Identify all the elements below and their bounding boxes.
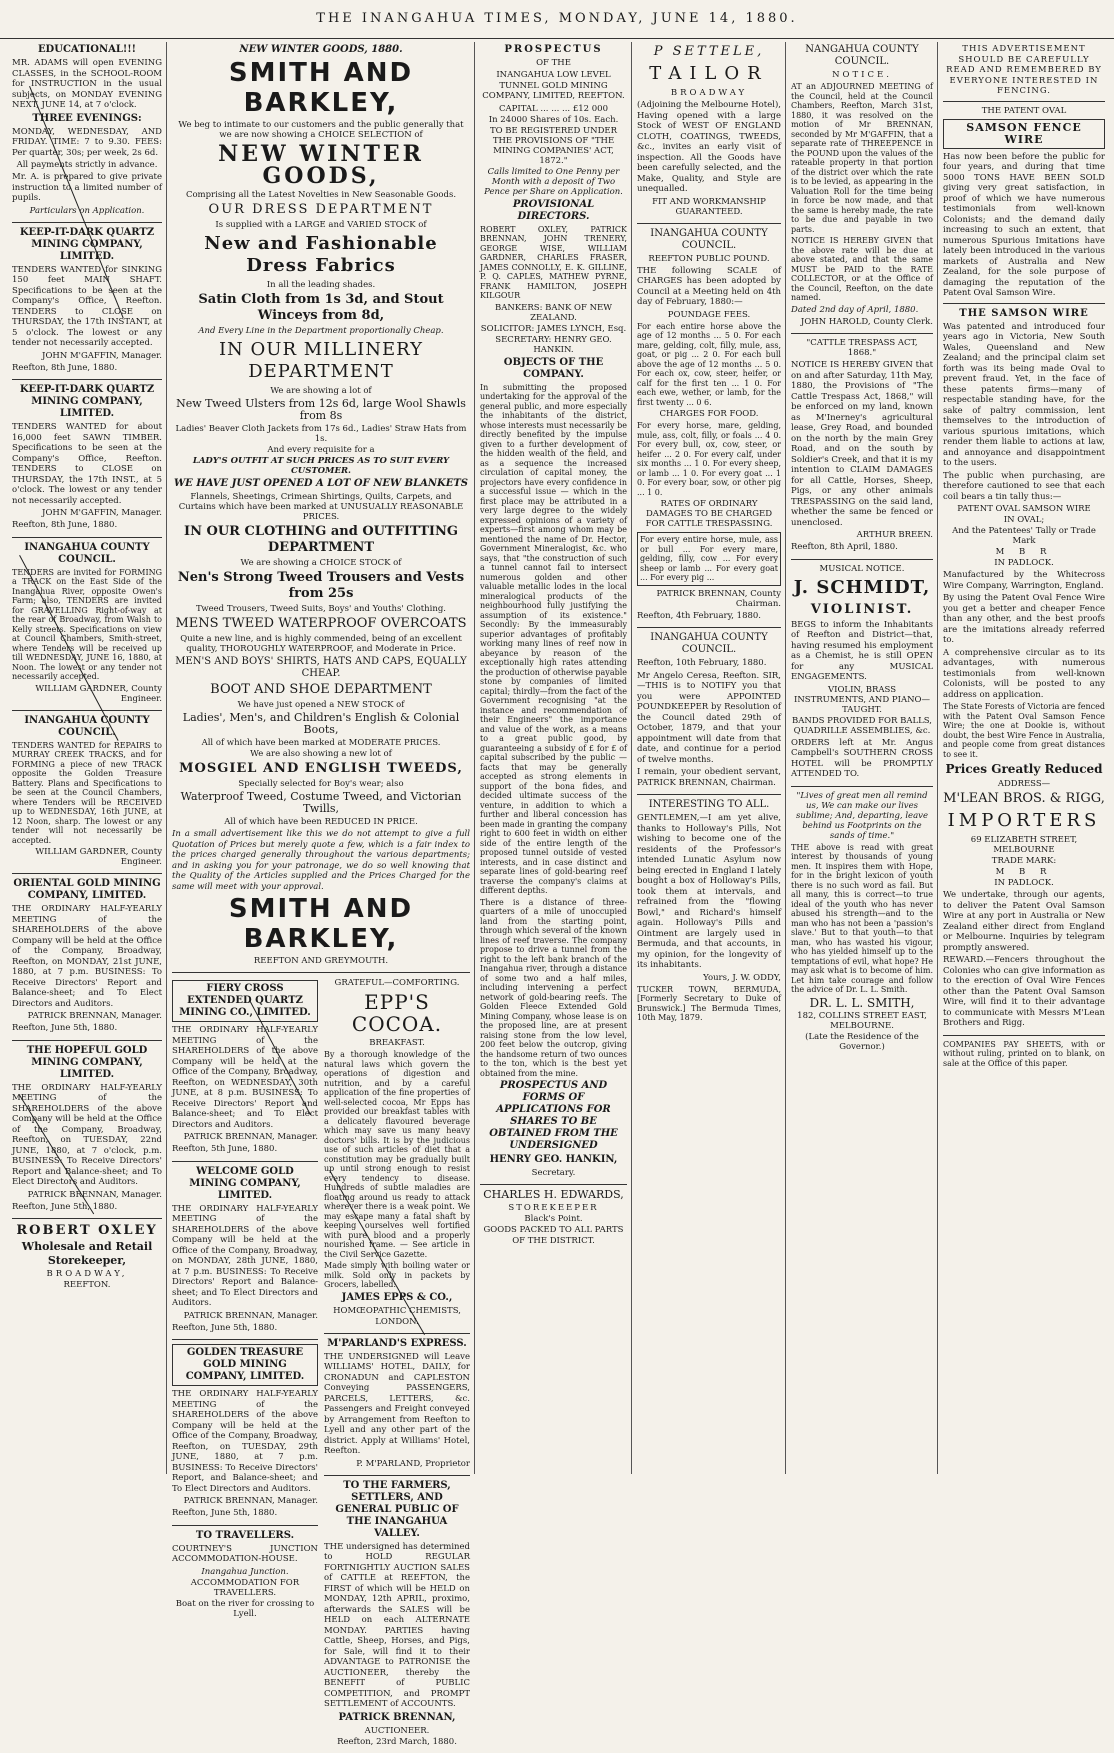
ad-title: INANGAHUA COUNTY COUNCIL. bbox=[24, 541, 150, 565]
ad-subtitle: RATES OF ORDINARY DAMAGES TO BE CHARGED FOR CATTLE TRESPASSING. bbox=[645, 499, 773, 529]
ad-text: AUCTIONEER. bbox=[364, 1725, 430, 1736]
ad-date: Reefton, June 5th, 1880. bbox=[12, 1023, 118, 1033]
ad-signature: DR. L. L. SMITH, bbox=[809, 995, 915, 1010]
keep-it-dark-ad-1 bbox=[12, 227, 162, 374]
ad-body: Manufactured by the Whitecross Wire Company, Warrington, England. bbox=[943, 570, 1105, 591]
ad-text: Is supplied with a LARGE and VARIED STOCK of bbox=[215, 220, 427, 230]
column-4 bbox=[633, 42, 785, 1474]
ad-text: SECRETARY: HENRY GEO. HANKIN. bbox=[495, 334, 612, 355]
ad-subtitle: OBJECTS OF THE COMPANY. bbox=[503, 356, 604, 380]
ad-title: FIERY CROSS EXTENDED QUARTZ MINING CO., LIMITED. bbox=[172, 980, 318, 1022]
ad-signature: HENRY GEO. HANKIN, bbox=[489, 1154, 618, 1165]
ad-headline: NEW WINTER GOODS, bbox=[218, 141, 424, 189]
ad-text: REEFTON PUBLIC POUND. bbox=[648, 253, 770, 264]
ad-text: Comprising all the Latest Novelties in New Seasonable Goods. bbox=[185, 190, 457, 200]
poundkeeper-ad bbox=[637, 632, 781, 788]
ad-body: By using the Patent Oval Fence Wire you get a better and cheaper Fence than any other, and the best proofs are the imitations already referred to. bbox=[943, 593, 1105, 645]
column-2-right bbox=[324, 977, 470, 1753]
ad-headline: New and Fashionable Dress Fabrics bbox=[204, 233, 438, 276]
ad-title: CHARLES H. EDWARDS, bbox=[483, 1188, 624, 1201]
ad-text: And Every Line in the Department proportionally Cheap. bbox=[198, 326, 444, 336]
ad-text: LONDON. bbox=[375, 1316, 419, 1327]
edwards-ad bbox=[480, 1189, 627, 1246]
ad-signature: PATRICK BRENNAN, County Chairman. bbox=[656, 588, 781, 609]
county-council-ad-1 bbox=[12, 542, 162, 704]
ad-body: THE ORDINARY HALF-YEARLY MEETING of the SHAREHOLDERS of the above Company will be held at the Office of the Company, Broadway, on MONDAY, 28th JUNE, 1880, at 7 p.m. BUSINESS: To Receive Directors' Report and Balance-sheet; and To Elect Directors and Auditors. bbox=[172, 1203, 318, 1308]
ad-text: In 24000 Shares of 10s. Each. bbox=[488, 114, 619, 125]
ad-body: THE following SCALE of CHARGES has been adopted by Council at a Meeting held on 4th day of February, 1880:— bbox=[637, 265, 781, 307]
ad-date: Reefton, June 5th, 1880. bbox=[172, 1322, 278, 1333]
ad-text: OF THE DISTRICT. bbox=[512, 1236, 595, 1246]
ad-signature: P. M'PARLAND, Proprietor bbox=[356, 1458, 470, 1469]
ad-text: Ladies' Beaver Cloth Jackets from 17s 6d., Ladies' Straw Hats from 1s. bbox=[175, 424, 467, 444]
ad-body: (Adjoining the Melbourne Hotel), Having opened with a large Stock of WEST OF ENGLAND CLOTH, COATINGS, TWEEDS, &c., invites an early visit of inspection. All the Goods have been carefully selected, and the Make, Quality, and Style are unequalled. bbox=[637, 100, 781, 194]
ad-text: Quite a new line, and is highly commended, being of an excellent quality, THOROUGHLY WATERPROOF, and Moderate in Price. bbox=[180, 634, 462, 654]
ad-text: In a small advertisement like this we do not attempt to give a full Quotation of Prices but merely quote a few, which is a fair index to the prices charged generally throughout the various departments; and in asking you for your patronage, we do so well knowing that the Quality of the Articles supplied and the Prices Charged for the same will meet with your approval. bbox=[172, 829, 470, 892]
ad-headline: OUR DRESS DEPARTMENT bbox=[208, 202, 434, 217]
ad-text: IN PADLOCK. bbox=[994, 558, 1054, 568]
ad-body: We undertake, through our agents, to deliver the Patent Oval Samson Wire at any port in Australia or New Zealand either direct from England or Melbourne. Inquiries by telegram promptly answered. bbox=[943, 890, 1105, 953]
ad-text: FIT AND WORKMANSHIP GUARANTEED. bbox=[652, 196, 766, 217]
ad-title: WELCOME GOLD MINING COMPANY, LIMITED. bbox=[189, 1165, 301, 1201]
ad-headline: M'LEAN BROS. & RIGG, bbox=[943, 791, 1105, 806]
ad-text: TUCKER TOWN, BERMUDA, [Formerly Secretary to Duke of Brunswick.] The Bermuda Times, 10th May, 1879. bbox=[637, 984, 781, 1022]
firm-name: SMITH AND BARKLEY, bbox=[228, 58, 414, 118]
farmers-ad bbox=[324, 1480, 470, 1747]
ad-title: INTERESTING TO ALL. bbox=[648, 799, 770, 810]
pay-sheets-ad bbox=[943, 1040, 1105, 1069]
ad-body: Was patented and introduced four years ago in Victoria, New South Wales, Queensland and New Zealand; and the principal claim set forth was its being made Oval to prevent fraud. Yet, in the face of these patents firms—many of respectable standing have, for the sake of paltry commission, lent themselves to the introduction of various spurious imitations, which render them liable to actions at law, and annoyance and disappointment to the users. bbox=[943, 321, 1105, 468]
ad-signature: PATRICK BRENNAN, Manager. bbox=[183, 1132, 318, 1142]
ad-text: (Late the Residence of the Governor.) bbox=[805, 1031, 919, 1052]
ad-body: NOTICE IS HEREBY GIVEN that on and after Saturday, 11th May, 1880, the Provisions of "The Cattle Trespass Act, 1868," will be enforced on my land, known as M'Inerney's agricultural lease, Grey Road, and bounded on the north by the main Grey Road, and on the south by Soldier's Creek, and that it is my intention to CLAIM DAMAGES for all Cattle, Horses, Sheep, Pigs, or any other animals TRESPASSING on the said land, whether the same be fenced or unenclosed. bbox=[791, 360, 933, 528]
prospectus-ad bbox=[480, 44, 627, 1178]
ad-text: SOLICITOR: JAMES LYNCH, Esq. bbox=[480, 323, 627, 334]
column-3 bbox=[476, 42, 631, 1474]
ad-title: EDUCATIONAL!!! bbox=[37, 44, 137, 55]
ad-body: ORDERS left at Mr. Angus Campbell's SOUTHERN CROSS HOTEL will be PROMPTLY ATTENDED TO. bbox=[791, 737, 933, 779]
ad-body: In submitting the proposed undertaking for the approval of the general public, and more especially the inhabitants of the district, whose interests must necessarily be directly benefited by the impulse given to a further development of the hidden wealth of the field, and as a sequence the increased circulation of capital money, the projectors have every confidence in a successful issue — which in the first place may be attributed in a very large degree to the widely expressed opinions of a variety of experts—first among whom may be mentioned the name of Dr. Hector, Government Mineralogist, &c. who says, that "the construction of such a tunnel cannot fail to intersect numerous golden and other valuable metallic lodes in the local mineralogical products of the neighbourhood fully justifying the assumption of its existence." Secondly: By the immeasurably superior advantages of profitably working many lines of reef now in abeyance by reason of the exceptionally high rates attending the production of otherwise payable stone by companies of limited capital; thirdly—from the fact of the Government recognising "at the instance and recommendation of their Engineers" the importance and value of the work, as a means to a great public good, by guaranteeing a subsidy of £ for £ of capital subscribed by the public — facts that may be generally accepted as strong elements in support of the bona fides, and decided ultimate success of the venture, in addition to which a further and liberal concession has been made in granting the company right to 600 feet in width on either side of the entire length of the proposed tunnel outside of vested interests, and in case distinct and separate lines of gold-bearing reef traverse the company's claims at different depths. bbox=[480, 382, 627, 895]
ad-title: P SETTELE, bbox=[653, 44, 765, 59]
ad-title: M'PARLAND'S EXPRESS. bbox=[327, 1337, 467, 1349]
smith-barkley-ad bbox=[172, 44, 470, 966]
educational-ad bbox=[12, 44, 162, 216]
ad-text: PATENT OVAL SAMSON WIRE bbox=[957, 504, 1091, 514]
ad-title: GOLDEN TREASURE GOLD MINING COMPANY, LIMITED. bbox=[172, 1344, 318, 1386]
ad-text: TO BE REGISTERED UNDER THE PROVISIONS OF "THE MINING COMPANIES' ACT, 1872." bbox=[489, 125, 618, 166]
column-rule bbox=[474, 42, 475, 1474]
ad-text: TRADE MARK: bbox=[991, 856, 1057, 866]
ad-title: PROSPECTUS bbox=[504, 44, 603, 55]
settele-ad bbox=[637, 44, 781, 217]
column-5 bbox=[787, 42, 937, 1474]
ad-subtitle: Storekeeper, bbox=[47, 1254, 127, 1267]
oriental-ad bbox=[12, 878, 162, 1034]
ad-date: Reefton, 8th April, 1880. bbox=[791, 542, 898, 552]
ad-title: TO TRAVELLERS. bbox=[195, 1529, 295, 1541]
ad-body: THE above is read with great interest by thousands of young men. It inspires them with Hope, for in the bright lexicon of youth there is no such word as fail. But all many, this is correct—to true ideal of the youth who has never abused his strength—and to the man who has not been a 'passion's slave.' But to that youth—to that man, who has wasted his vigour, who has yielded himself up to the temptations of evil, what hope? He may ask what is to become of him. Let him take courage and follow the advice of Dr. L. L. Smith. bbox=[791, 842, 933, 994]
ad-headline: VIOLINIST. bbox=[810, 601, 914, 617]
ad-headline: INANGAHUA LOW LEVEL TUNNEL GOLD MINING COMPANY, LIMITED, REEFTON. bbox=[482, 70, 625, 101]
ad-headline: TAILOR bbox=[649, 63, 769, 84]
ad-text: Flannels, Sheetings, Crimean Shirtings, Quilts, Carpets, and Curtains which have been marked at UNUSUALLY REASONABLE PRICES. bbox=[178, 492, 464, 522]
ad-body: THE undersigned has determined to HOLD REGULAR FORTNIGHTLY AUCTION SALES of CATTLE at REEFTON, the FIRST of which will be HELD on MONDAY, 12th APRIL, proximo, afterwards the SALES will be HELD on each ALTERNATE MONDAY. PARTIES having Cattle, Sheep, Horses, and Pigs, for Sale, will find it to their ADVANTAGE to PATRONISE the AUCTIONEER, thereby the BENEFIT of PUBLIC COMPETITION, and PROMPT SETTLEMENT of ACCOUNTS. bbox=[324, 1541, 470, 1709]
ad-title: ROBERT OXLEY bbox=[16, 1223, 158, 1238]
ad-title: THE HOPEFUL GOLD MINING COMPANY, LIMITED. bbox=[26, 1044, 148, 1080]
ad-headline: Ladies', Men's, and Children's English & Colonial Boots, bbox=[182, 711, 460, 736]
ad-text: HOMŒOPATHIC CHEMISTS, bbox=[333, 1305, 461, 1316]
ad-signature: PATRICK BRENNAN, bbox=[338, 1711, 456, 1723]
ad-body: TENDERS WANTED for about 16,000 feet SAWN TIMBER. Specifications to be seen at the Company's Office, Reefton. TENDERS to CLOSE on THURSDAY, the 17th INST., at 5 o'clock. The lowest or any tender not necessarily accepted. bbox=[12, 422, 162, 506]
ad-text: We are showing a lot of bbox=[270, 386, 372, 396]
ad-body: MONDAY, WEDNESDAY, AND FRIDAY. TIME: 7 to 9.30. FEES: Per quarter, 30s; per week, 2s 6d. bbox=[12, 126, 162, 158]
ad-text: We have just opened a NEW STOCK of bbox=[237, 700, 405, 710]
ad-body: GENTLEMEN,—I am yet alive, thanks to Holloway's Pills, Not wishing to become one of the residents of the Professor's intended Lunatic Asylum now being erected in England I lately bought a box of Holloway's Pills, took them at intervals, and refrained from the "flowing Bowl," and Richard's himself again. Holloway's Pills and Ointment are largely used in Bermuda, and that accounts, in my opinion, for the longevity of its inhabitants. bbox=[637, 813, 781, 970]
musical-ad bbox=[791, 564, 933, 780]
mparland-ad bbox=[324, 1338, 470, 1469]
column-2 bbox=[168, 42, 474, 1747]
ad-text: GRATEFUL—COMFORTING. bbox=[334, 978, 460, 988]
column-6 bbox=[939, 42, 1109, 1474]
hopeful-ad bbox=[12, 1045, 162, 1213]
ad-title: ORIENTAL GOLD MINING COMPANY, LIMITED. bbox=[13, 878, 161, 901]
ad-date: Dated 2nd day of April, 1880. bbox=[791, 304, 919, 315]
ad-headline: Waterproof Tweed, Costume Tweed, and Victorian Twills, bbox=[180, 790, 462, 815]
ad-text: We are also showing a new lot of bbox=[250, 749, 392, 759]
ad-title: INANGAHUA COUNTY COUNCIL. bbox=[650, 227, 768, 251]
ad-note: All payments strictly in advance. bbox=[16, 160, 158, 170]
ad-title: INANGAHUA COUNTY COUNCIL. bbox=[650, 632, 768, 655]
ad-headline: WE HAVE JUST OPENED A LOT OF NEW BLANKETS bbox=[173, 478, 469, 489]
ad-text: 182, COLLINS STREET EAST, MELBOURNE. bbox=[797, 1010, 927, 1031]
ad-signature: WILLIAM GARDNER, County Engineer. bbox=[35, 847, 162, 867]
ad-text: And the Patentees' Tally or Trade Mark bbox=[952, 526, 1096, 546]
ad-text: Specially selected for Boy's wear; also bbox=[238, 779, 404, 789]
ad-text: BANDS PROVIDED FOR BALLS, QUADRILLE ASSEMBLIES, &c. bbox=[792, 715, 932, 736]
ad-text: LADY'S OUTFIT AT SUCH PRICES AS TO SUIT EVERY CUSTOMER. bbox=[192, 456, 450, 476]
ad-title: JAMES EPPS & CO., bbox=[341, 1291, 453, 1303]
ad-body: For every horse, mare, gelding, mule, ass, colt, filly, or foals ... 4 0. For every bull, ox, cow, steer, or heifer ... 2 0. For every calf, under six months ... 1 0. For every sheep, or lamb ... 1 0. For every goat ... 1 0. For every boar, sow, or other pig ... 1 0. bbox=[637, 421, 781, 497]
ad-signature: PATRICK BRENNAN, Manager. bbox=[27, 1189, 162, 1200]
ad-headline: SAMSON FENCE WIRE bbox=[943, 119, 1105, 149]
ad-text: IN OVAL; bbox=[1003, 515, 1045, 525]
ad-body: AT an ADJOURNED MEETING of the Council, held at the Council Chambers, Reefton, March 31st, 1880, it was resolved on the motion of Mr BRENNAN, seconded by Mr M'GAFFIN, that a separate rate of THREEPENCE in the POUND upon the values of the rateable property in that portion of the district over which the rate is to be levied, as appearing in the Valuation Roll for the time being in force be now made, and that the same is hereby made, the rate to be due and payable in two parts. bbox=[791, 82, 933, 234]
ad-quote: "Lives of great men all remind us, We can make our lives sublime; And, departing, leave behind us Footprints on the sands of time." bbox=[796, 790, 928, 841]
ad-body: THE ORDINARY HALF-YEARLY MEETING of the SHAREHOLDERS of the above Company will be held at the Office of the Company, Broadway, Reefton, on WEDNESDAY, 30th JUNE, at 8 p.m. BUSINESS: To Receive Directors' Report and Balance-sheet; and To Elect Directors and Auditors. bbox=[172, 1025, 318, 1130]
ad-text: All of which have been marked at MODERATE PRICES. bbox=[201, 738, 441, 748]
ad-text: IN PADLOCK. bbox=[994, 878, 1054, 888]
ad-title: NEW WINTER GOODS, 1880. bbox=[239, 44, 403, 55]
column-2-lower bbox=[172, 977, 470, 1753]
ad-body: TENDERS are invited for FORMING a TRACK on the East Side of the Inangahua River, opposite Owen's Farm; also, TENDERS are invited for GRAVELLING Right-of-way at the rear of Broadway, from Walsh to Kelly streets. Specifications on view at Council Chambers, Smith-street, where Tenders will be received up till WEDNESDAY, JUNE 16, 1880, at Noon. The lowest or any tender not necessarily accepted. bbox=[12, 567, 162, 681]
ad-text: THE PATENT OVAL bbox=[981, 105, 1067, 116]
ad-text: OF THE bbox=[536, 58, 571, 68]
ad-date: Reefton, 8th June, 1880. bbox=[12, 520, 118, 530]
ad-body: The State Forests of Victoria are fenced with the Patent Oval Samson Fence Wire; the one at Dookie is, without doubt, the best Wire Fence in Australia, and people come from great distances to see it. bbox=[943, 702, 1105, 759]
ad-date: Reefton, 10th February, 1880. bbox=[637, 658, 767, 668]
ad-text: Secretary. bbox=[531, 1168, 576, 1178]
ad-signature: WILLIAM GARDNER, County Engineer. bbox=[35, 683, 162, 704]
ad-body: TENDERS WANTED for SINKING 150 feet MAIN SHAFT. Specifications to be seen at the Company's Office, Reefton. TENDERS to CLOSE on THURSDAY, the 17th INSTANT, at 5 o'clock. The lowest or any tender not necessarily accepted. bbox=[12, 264, 162, 348]
ad-text: Inangahua Junction. bbox=[201, 1566, 289, 1577]
ad-body: For each entire horse above the age of 12 months ... 5 0. For each mare, gelding, colt, filly, mule, ass, goat, or pig ... 2 0. For each bull above the age of 12 months ... 5 0. For each ox, cow, steer, heifer, or calf for the first ten ... 1 0. For each ewe, wether, or lamb, for the first twenty ... 0 6. bbox=[637, 321, 781, 407]
damages-table: For every entire horse, mule, ass or bull ... For every mare, gelding, filly, cow ... For every sheep or lamb ... For every goat ... For every pig ... bbox=[637, 532, 781, 586]
ad-signature: JOHN HAROLD, County Clerk. bbox=[800, 317, 933, 327]
ad-signature: JOHN M'GAFFIN, Manager. bbox=[42, 350, 162, 361]
ad-text: VIOLIN, BRASS INSTRUMENTS, AND PIANO—TAUGHT. bbox=[793, 684, 930, 715]
ad-title: THIS ADVERTISEMENT SHOULD BE CAREFULLY READ AND REMEMBERED BY EVERYONE INTERESTED IN FENCING. bbox=[946, 44, 1102, 96]
ad-date: Reefton, 5th June, 1880. bbox=[172, 1144, 278, 1154]
ad-title: "CATTLE TRESPASS ACT, 1868." bbox=[806, 338, 918, 358]
ad-text: We are showing a CHOICE STOCK of bbox=[240, 558, 402, 568]
ad-text: BANKERS: BANK OF NEW ZEALAND. bbox=[495, 302, 612, 323]
ad-signature: ARTHUR BREEN. bbox=[856, 530, 933, 540]
ad-body: Mr. A. is prepared to give private instruction to a limited number of pupils. bbox=[12, 172, 162, 203]
column-rule bbox=[937, 42, 938, 1474]
travellers-ad bbox=[172, 1530, 318, 1619]
ad-text: BROADWAY bbox=[670, 88, 748, 98]
ad-body: There is a distance of three-quarters of a mile of unoccupied land from the starting point, through which several of the known lines of reef traverse. The company propose to drive a tunnel from the right to the left bank branch of the Inangahua river, through a distance of some two and a half miles, including intervening a perfect network of gold-bearing reefs. The Golden Fleece Extended Gold Mining Company, whose lease is on the proposed line, are at present raising stone from the low level, 200 feet below the outcrop, giving the handsome return of two ounces to the ton, which is the best yet obtained from the mine. bbox=[480, 897, 627, 1078]
ad-body: Has now been before the public for four years, and during that time 5000 TONS HAVE BEEN SOLD giving very great satisfaction, in proof of which we have numerous testimonials from well-known Colonists; and the demand daily increasing to such an extent, that numerous Spurious Imitations have lately been introduced in the various markets of Australia and New Zealand, for the sole purpose of damaging the reputation of the Patent Oval Samson Wire. bbox=[943, 151, 1105, 298]
ad-subtitle: Wholesale and Retail bbox=[21, 1240, 153, 1253]
ad-text: Tweed Trousers, Tweed Suits, Boys' and Youths' Clothing. bbox=[195, 604, 446, 614]
ad-subtitle: THE SAMSON WIRE bbox=[959, 307, 1089, 319]
ad-body: REWARD.—Fencers throughout the Colonies who can give information as to the erection of Oval Wire Fences other than the Patent Oval Samson Wire, will find it to their advantage to communicate with Messrs M'Lean Brothers and Rigg. bbox=[943, 955, 1105, 1028]
ad-headline: IN OUR CLOTHING and OUTFITTING DEPARTMENT bbox=[184, 524, 458, 555]
ad-subtitle: THREE EVENINGS: bbox=[32, 112, 142, 124]
ad-title: TO THE FARMERS, SETTLERS, AND GENERAL PUBLIC OF THE INANGAHUA VALLEY. bbox=[335, 1479, 459, 1539]
interesting-ad bbox=[637, 799, 781, 1023]
ad-headline: MOSGIEL AND ENGLISH TWEEDS, bbox=[179, 761, 463, 776]
ad-date: Reefton, 8th June, 1880. bbox=[12, 362, 118, 373]
ad-body: THE UNDERSIGNED will Leave WILLIAMS' HOTEL, DAILY, for CRONADUN and CAPLESTON Conveying PASSENGERS, PARCELS, LETTERS, &c. Passengers and Freight conveyed by Arrangement from Reefton to Lyell and any other part of the district. Apply at Williams' Hotel, Reefton. bbox=[324, 1351, 470, 1456]
ad-headline: BOOT AND SHOE DEPARTMENT bbox=[210, 682, 432, 697]
ad-text: Black's Point. bbox=[524, 1214, 583, 1224]
ad-subtitle: CHARGES FOR FOOD. bbox=[659, 409, 759, 419]
ad-body: NOTICE IS HEREBY GIVEN that the above rate will be due at above stated, and that the same MUST be PAID to the RATE COLLECTOR, or at the Office of the Council, Reefton, on the date named. bbox=[791, 236, 933, 302]
ad-body: COURTNEY'S JUNCTION ACCOMMODATION-HOUSE. bbox=[172, 1543, 318, 1564]
ad-text: ACCOMMODATION FOR TRAVELLERS. bbox=[190, 1577, 300, 1598]
smith-medical-ad bbox=[791, 791, 933, 1052]
ad-body: COMPANIES PAY SHEETS, with or without ruling, printed on to blank, on sale at the Office of this paper. bbox=[943, 1039, 1105, 1068]
ad-town: REEFTON. bbox=[63, 1280, 111, 1290]
ad-signature: Yours, J. W. ODDY, bbox=[703, 972, 781, 983]
ad-text: GOODS PACKED TO ALL PARTS bbox=[483, 1225, 624, 1235]
ad-body: TENDERS WANTED for REPAIRS to MURRAY CREEK TRACKS, and for FORMING a piece of new TRACK opposite the Golden Treasure Battery. Plans and Specifications to be seen at the Council Chambers, where Tenders will be RECEIVED up to WEDNESDAY, 16th JUNE, at 12 Noon, sharp. The lowest or any tender will not necessarily be accepted. bbox=[12, 740, 162, 845]
ad-headline: New Tweed Ulsters from 12s 6d, large Wool Shawls from 8s bbox=[176, 397, 466, 422]
ad-subtitle: PROSPECTUS AND FORMS OF APPLICATIONS FOR SHARES TO BE OBTAINED FROM THE UNDERSIGNED bbox=[489, 1080, 618, 1151]
keep-it-dark-ad-2 bbox=[12, 384, 162, 531]
ad-title: INANGAHUA COUNTY COUNCIL. bbox=[24, 714, 150, 738]
ad-body: THE ORDINARY HALF-YEARLY MEETING of the SHAREHOLDERS of the above Company will be held at the Office of the Company, Broadway, Reefton, on TUESDAY, 22nd JUNE, 1880, at 7 o'clock, p.m. BUSINESS: To Receive Directors' Report and Balance-sheet; and To Elect Directors and Auditors. bbox=[12, 1082, 162, 1187]
ad-signature: I remain, your obedient servant, PATRICK BRENNAN, Chairman. bbox=[637, 767, 781, 788]
ad-body: Made simply with boiling water or milk. Sold only in packets by Grocers, labelled: bbox=[324, 1261, 470, 1289]
column-rule bbox=[785, 42, 786, 1474]
masthead: THE INANGAHUA TIMES, MONDAY, JUNE 14, 1880. bbox=[0, 0, 1114, 39]
ad-date: Reefton, 4th February, 1880. bbox=[637, 610, 762, 621]
ad-headline: MENS TWEED WATERPROOF OVERCOATS bbox=[175, 616, 467, 631]
ad-signature: PATRICK BRENNAN, Manager. bbox=[183, 1310, 318, 1321]
ad-signature: PATRICK BRENNAN, Manager. bbox=[183, 1496, 318, 1506]
ad-headline: IN OUR MILLINERY DEPARTMENT bbox=[218, 339, 424, 382]
ad-date: Reefton, June 5th, 1880. bbox=[172, 1508, 278, 1518]
ad-subtitle: PROVISIONAL DIRECTORS. bbox=[512, 198, 595, 222]
ad-title: KEEP-IT-DARK QUARTZ MINING COMPANY, LIMITED. bbox=[19, 226, 155, 262]
welcome-ad bbox=[172, 1166, 318, 1334]
ad-body: THE ORDINARY HALF-YEARLY MEETING of the SHAREHOLDERS of the above Company will be held at the Office of the Company, Broadway, Reefton, on MONDAY, 21st JUNE, 1880, at 7 p.m. BUSINESS: To Receive Directors' Report and Balance-sheet; and To Elect Directors and Auditors. bbox=[12, 904, 162, 1009]
trade-mark: M B R bbox=[995, 867, 1053, 877]
samson-wire-ad bbox=[943, 44, 1105, 1029]
ad-note: Particulars on Application. bbox=[29, 205, 145, 216]
ad-headline: EPP'S COCOA. bbox=[351, 990, 443, 1036]
ad-text: Calls limited to One Penny per Month with a deposit of Two Pence per Share on Application. bbox=[484, 166, 623, 197]
ad-body: Mr Angelo Ceresa, Reefton. SIR,—THIS is to NOTIFY you that you were APPOINTED POUNDKEEPER by Resolution of the Council dated 29th of October, 1879, and that your appointment will date from that date, and continue for a period of twelve months. bbox=[637, 670, 781, 765]
county-council-ad-2 bbox=[12, 715, 162, 868]
ad-text: 69 ELIZABETH STREET, MELBOURNE bbox=[970, 835, 1078, 855]
ad-headline: MEN'S AND BOYS' SHIRTS, HATS AND CAPS, EQUALLY CHEAP. bbox=[175, 656, 467, 679]
ad-title: KEEP-IT-DARK QUARTZ MINING COMPANY, LIMITED. bbox=[19, 384, 155, 419]
ad-headline: Nen's Strong Tweed Trousers and Vests from 25s bbox=[177, 570, 465, 601]
ad-text: Boat on the river for crossing to Lyell. bbox=[175, 1598, 315, 1619]
ad-signature: JOHN M'GAFFIN, Manager. bbox=[42, 508, 162, 518]
ad-date: Reefton, June 5th, 1880. bbox=[12, 1201, 118, 1212]
ad-body: THE ORDINARY HALF-YEARLY MEETING of the SHAREHOLDERS of the above Company will be held at the Office of the Company, Broadway, Reefton, on TUESDAY, 29th JUNE, 1880, at 7 p.m. BUSINESS: To Receive Directors' Report, and Balance-sheet; and To Elect Directors and Auditors. bbox=[172, 1389, 318, 1494]
ad-subtitle: NOTICE. bbox=[832, 70, 892, 80]
column-rule bbox=[166, 42, 167, 1474]
ad-title: NANGAHUA COUNTY COUNCIL. bbox=[805, 44, 919, 67]
fiery-cross-ad bbox=[172, 980, 318, 1155]
ad-text: All of which have been REDUCED IN PRICE. bbox=[224, 817, 418, 827]
ad-address: BROADWAY, bbox=[46, 1269, 128, 1279]
ad-body: The public when purchasing, are therefore cautioned to see that each coil bears a tin tally thus:— bbox=[943, 470, 1105, 502]
column-1 bbox=[8, 42, 166, 1474]
ad-body: By a thorough knowledge of the natural laws which govern the operations of digestion and nutrition, and by a careful application of the fine properties of well-selected cocoa, Mr Epps has provided our breakfast tables with a delicately flavoured beverage which may save us many heavy doctors' bills. It is by the judicious use of such articles of diet that a constitution may be gradually built up until strong enough to resist every tendency to disease. Hundreds of subtle maladies are floating around us ready to attack wherever there is a weak point. We may escape many a fatal shaft by keeping ourselves well fortified with pure blood and a properly nourished frame. — See article in the Civil Service Gazette. bbox=[324, 1050, 470, 1259]
ad-body: ROBERT OXLEY, PATRICK BRENNAN, JOHN TRENERY, GEORGE WISE, WILLIAM GARDNER, CHARLES FRASER, JAMES CONNOLLY, E. K. GILLINE, P. Q. CAPLES, MATHEW PYRNE, FRANK HAMILTON, JOSEPH KILGOUR bbox=[480, 224, 627, 300]
ad-body: BEGS to inform the Inhabitants of Reefton and District—that, having resumed his employment as a Chemist, he is still OPEN for any MUSICAL ENGAGEMENTS. bbox=[791, 619, 933, 682]
cattle-trespass-ad bbox=[791, 338, 933, 553]
ad-text: We beg to intimate to our customers and the public generally that we are now showing a CHOICE SELECTION of bbox=[178, 120, 464, 140]
pound-ad bbox=[637, 228, 781, 622]
ad-text: In all the leading shades. bbox=[266, 280, 376, 290]
ad-body: MR. ADAMS will open EVENING CLASSES, in the SCHOOL-ROOM for INSTRUCTION in the usual subjects, on MONDAY EVENING NEXT, JUNE 14, at 7 o'clock. bbox=[12, 58, 162, 110]
ad-text: ADDRESS— bbox=[997, 779, 1051, 789]
ad-headline: Satin Cloth from 1s 3d, and Stout Winceys from 8d, bbox=[198, 292, 444, 323]
ad-headline: J. SCHMIDT, bbox=[793, 576, 931, 598]
ad-text: STOREKEEPER bbox=[508, 1203, 599, 1213]
ad-text: BREAKFAST. bbox=[369, 1038, 425, 1048]
ad-text: REEFTON AND GREYMOUTH. bbox=[253, 956, 389, 966]
ad-signature: PATRICK BRENNAN, Manager. bbox=[27, 1011, 162, 1021]
ad-subtitle: POUNDAGE FEES. bbox=[667, 309, 751, 320]
ad-text: CAPITAL ... ... ... £12 000 bbox=[499, 103, 608, 114]
rate-notice-ad bbox=[791, 44, 933, 327]
firm-name: SMITH AND BARKLEY, bbox=[228, 894, 414, 954]
column-2-left bbox=[172, 977, 318, 1753]
epps-cocoa-ad bbox=[324, 978, 470, 1327]
ad-body: A comprehensive circular as to its advantages, with numerous testimonials from well-known Colonists, will be posted to any address on application. bbox=[943, 647, 1105, 700]
ad-title: MUSICAL NOTICE. bbox=[819, 563, 905, 574]
trade-mark: M B R bbox=[995, 547, 1053, 557]
golden-treasure-ad bbox=[172, 1344, 318, 1519]
column-rule bbox=[631, 42, 632, 1474]
ad-headline: IMPORTERS bbox=[947, 810, 1101, 831]
ad-text: And every requisite for a bbox=[267, 445, 375, 455]
oxley-ad bbox=[12, 1223, 162, 1290]
ad-date: Reefton, 23rd March, 1880. bbox=[337, 1736, 457, 1747]
ad-headline: Prices Greatly Reduced bbox=[945, 762, 1103, 776]
